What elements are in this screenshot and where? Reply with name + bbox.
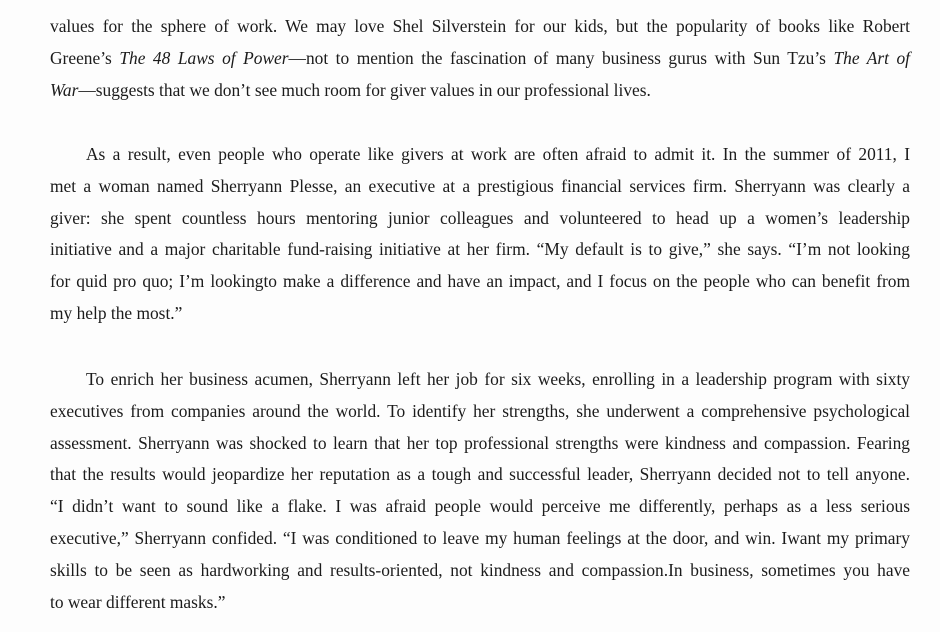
text-line bbox=[50, 75, 910, 107]
text-segment: As a result, even people who operate like givers at work are often afraid to admit it. In the summer of 2011, I bbox=[86, 144, 910, 164]
italic-title: War bbox=[50, 79, 79, 100]
text-segment: —suggests that we don’t see much room for giver values in our professional lives. bbox=[78, 79, 651, 100]
text-segment: my help the most.” bbox=[50, 302, 183, 323]
paragraph-2 bbox=[50, 139, 910, 330]
text-segment: assessment. Sherryann was shocked to learn that her top professional strengths were kindness and compassion. Fearing bbox=[50, 432, 910, 453]
italic-title: The 48 Laws of Power bbox=[119, 47, 289, 68]
text-line bbox=[50, 234, 910, 266]
text-segment: —not to mention the fascination of many business gurus with Sun Tzu’s bbox=[288, 47, 834, 68]
text-segment: executive,” Sherryann confided. “I was conditioned to leave my human feelings at the door, and win. Iwant my primary bbox=[50, 527, 910, 548]
text-line bbox=[50, 555, 910, 587]
text-line bbox=[50, 171, 910, 203]
text-segment: Greene’s bbox=[50, 47, 120, 68]
text-segment: that the results would jeopardize her reputation as a tough and successful leader, Sherryann decided not to tell anyone. bbox=[50, 464, 910, 485]
text-segment: to wear different masks.” bbox=[50, 591, 226, 612]
text-line bbox=[50, 11, 910, 43]
text-line bbox=[50, 396, 910, 428]
text-line bbox=[50, 587, 910, 619]
text-line bbox=[50, 491, 910, 523]
text-line bbox=[50, 523, 910, 555]
text-line bbox=[50, 459, 910, 491]
paragraph-3 bbox=[50, 364, 910, 618]
text-line bbox=[50, 203, 910, 235]
text-line bbox=[50, 43, 910, 75]
italic-title: The Art of bbox=[833, 47, 911, 68]
text-segment: To enrich her business acumen, Sherryann left her job for six weeks, enrolling in a leadership program with sixty bbox=[86, 369, 910, 389]
text-segment: “I didn’t want to sound like a flake. I was afraid people would perceive me differently, perhaps as a less serious bbox=[50, 496, 910, 517]
text-segment: giver: she spent countless hours mentoring junior colleagues and volunteered to head up a women’s leadership bbox=[50, 207, 910, 228]
text-line bbox=[50, 139, 910, 171]
text-line bbox=[50, 364, 910, 396]
text-segment: values for the sphere of work. We may love Shel Silverstein for our kids, but the popularity of books like Robert bbox=[50, 16, 910, 36]
text-segment: skills to be seen as hardworking and results-oriented, not kindness and compassion.In business, sometimes you have bbox=[50, 559, 910, 580]
text-line bbox=[50, 428, 910, 460]
text-segment: executives from companies around the world. To identify her strengths, she underwent a comprehensive psychological bbox=[50, 400, 910, 421]
text-segment: initiative and a major charitable fund-raising initiative at her firm. “My default is to give,” she says. “I’m not looking bbox=[50, 239, 910, 260]
text-line bbox=[50, 266, 910, 298]
text-segment: for quid pro quo; I’m lookingto make a difference and have an impact, and I focus on the people who can benefit from bbox=[50, 271, 910, 292]
text-line bbox=[50, 298, 910, 330]
paragraph-1 bbox=[50, 11, 910, 106]
text-segment: met a woman named Sherryann Plesse, an executive at a prestigious financial services firm. Sherryann was clearly a bbox=[50, 175, 910, 196]
